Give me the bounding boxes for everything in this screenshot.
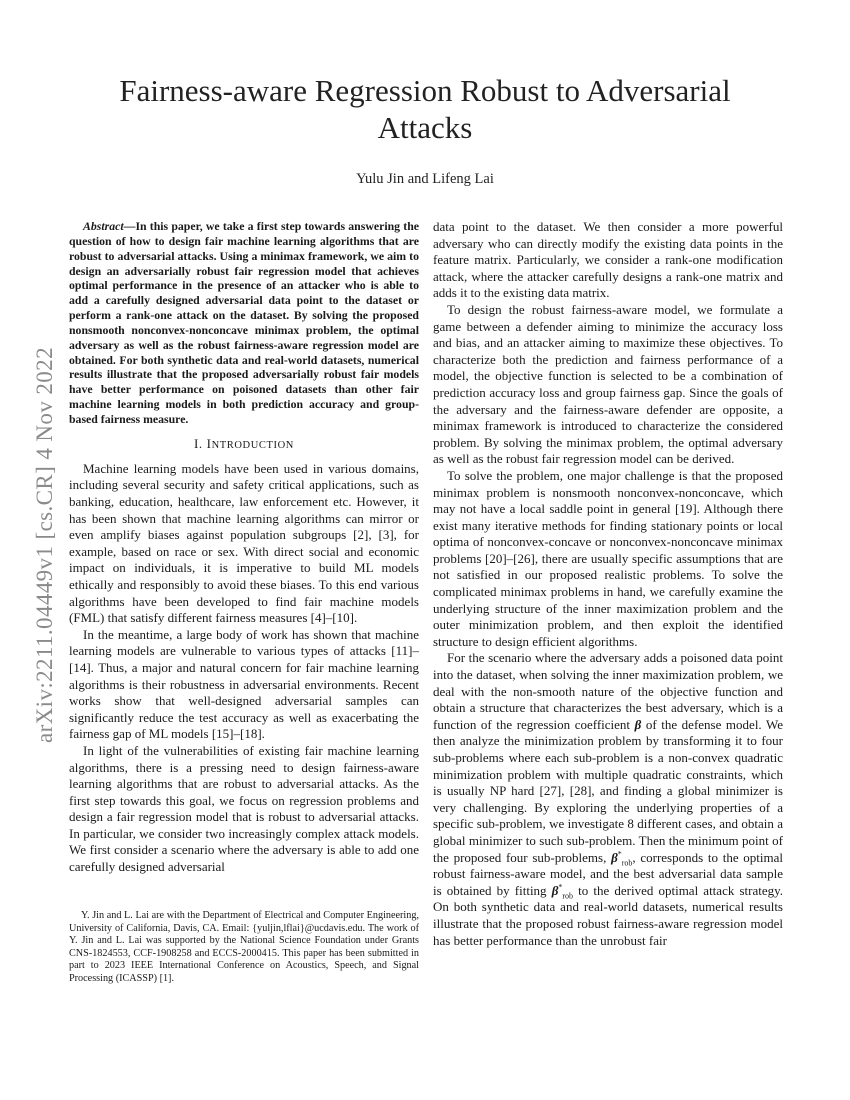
beta-rob-symbol: β	[611, 849, 618, 865]
section-initial: I	[206, 435, 212, 451]
right-paragraph-3: To solve the problem, one major challenge is that the proposed minimax problem is nonsmooth nonconvex-nonconcave, which may not have a local saddle point in general [19]. Although there exist many iterative methods for finding stationary points or local optima of nonconvex-concave or nonconvex-nonconcave minimax problems [20]–[26], there are usually specific assumptions that are not satisfied in our proposed realistic problems. To solve the complicated minimax problems in hand, we carefully examine the underlying structure of the inner maximization problem and the outer minimization problem, and then exploit the identified structure to design efficient algorithms.	[433, 467, 783, 649]
title-line-1: Fairness-aware Regression Robust to Adversarial	[119, 73, 731, 108]
p4-part-b: of the defense model. We then analyze the minimization problem by transforming it to four sub-problems where each sub-problem is a non-convex quadratic minimization problem with multiple quadratic constraints, which is usually NP hard [27], [28], and finding a global minimizer is very challenging. By exploring the underlying properties of a specific sub-problem, we investigate 8 different cases, and obtain a global minimizer to such sub-problem. Then the minimum point of the proposed four sub-problems,	[433, 716, 783, 865]
beta-rob-subscript-2: rob	[562, 891, 574, 901]
paper-authors: Yulu Jin and Lifeng Lai	[356, 171, 494, 187]
p4-part-a: For the scenario where the adversary adds a poisoned data point into the dataset, when solving the inner maximization problem, we deal with the non-smooth nature of the objective function and obtain a structure that characterizes the best adversary, which is a function of the regression coefficient	[433, 650, 783, 732]
p4-part-d: to the derived optimal attack strategy. On both synthetic data and real-world datasets, numerical results illustrate that the proposed robust fairness-aware regression model has better performance than the unrobust fair	[433, 882, 784, 948]
beta-rob-symbol-2: β	[551, 882, 559, 898]
right-paragraph-2: To design the robust fairness-aware model, we formulate a game between a defender aiming to minimize the accuracy loss and bias, and an attacker aiming to maximize these objectives. To characterize both the prediction and fairness performance of a model, the objective function is selected to be a combination of prediction accuracy loss and group fairness gap. Since the goals of the adversary and the fairness-aware defender are opposite, a minimax framework is introduced to characterize the considered problem. By solving the minimax problem, the optimal adversary as well as the robust fair regression model can be derived.	[433, 301, 783, 467]
beta-rob-superscript-2: *	[558, 882, 563, 892]
abstract-label: Abstract	[83, 219, 124, 233]
arxiv-identifier: arXiv:2211.04449v1 [cs.CR] 4 Nov 2022	[32, 347, 57, 743]
paper-title	[70, 72, 780, 146]
beta-symbol: β	[634, 716, 642, 732]
section-heading-introduction	[69, 436, 419, 454]
abstract-text: —In this paper, we take a first step towards answering the question of how to design fair machine learning algorithms that are robust to adversarial attacks. Using a minimax framework, we aim to design an adversarially robust fair regression model that achieves optimal performance in the presence of an attacker who is able to add a carefully designed adversarial data point to the dataset or perform a rank-one attack on the dataset. By solving the proposed nonsmooth nonconvex-nonconcave minimax problem, the optimal adversary as well as the robust fairness-aware regression model are obtained. For both synthetic data and real-world datasets, numerical results illustrate that the proposed adversarially robust fair models have better performance on poisoned datasets than other fair machine learning models in both prediction accuracy and group-based fairness measure.	[69, 219, 419, 426]
author-footnote: Y. Jin and L. Lai are with the Department of Electrical and Computer Engineering, University of California, Davis, CA. Email: {yuljin,lflai}@ucdavis.edu. The work of Y. Jin and L. Lai was supported by the National Science Foundation under Grants CNS-1824553, CCF-1908258 and ECCS-2000415. This paper has been submitted in part to 2023 IEEE International Conference on Acoustics, Speech, and Signal Processing (ICASSP) [1].	[69, 910, 419, 984]
p4-part-c: , corresponds to the optimal robust fairness-aware model, and the best adversarial data sample is obtained by fitting	[433, 849, 784, 898]
title-line-2: Attacks	[377, 110, 473, 145]
section-title-rest: NTRODUCTION	[211, 439, 294, 451]
intro-paragraph-1: Machine learning models have been used in various domains, including several security and safety critical applications, such as banking, education, healthcare, law enforcement etc. However, it has been shown that machine learning algorithms can mirror or even amplify biases against population subgroups [2], [3], for example, based on race or sex. With direct social and economic impact on individuals, it is imperative to build ML models ethically and responsibly to avoid these biases. To this end various algorithms have been developed to find fair machine models (FML) that satisfy different fairness measures [4]–[10].	[69, 460, 419, 626]
beta-rob-superscript: *	[617, 849, 622, 859]
left-column	[69, 219, 419, 876]
right-paragraph-1: data point to the dataset. We then consider a more powerful adversary who can directly modify the existing data points in the feature matrix. Particularly, we consider a rank-one modification attack, where the attacker carefully designs a rank-one matrix and adds it to the existing data matrix.	[433, 219, 783, 301]
abstract	[69, 219, 419, 427]
intro-paragraph-3: In light of the vulnerabilities of existing fair machine learning algorithms, there is a pressing need to design fairness-aware learning algorithms that are robust to adversarial attacks. As the first step towards this goal, we focus on regression problems and design a fair regression model that is robust to adversarial attacks. In particular, we consider two increasingly complex attack models. We first consider a scenario where the adversary is able to add one carefully designed adversarial	[69, 742, 419, 875]
right-paragraph-4	[433, 650, 783, 949]
beta-rob-subscript: rob	[621, 858, 633, 868]
intro-paragraph-2: In the meantime, a large body of work has shown that machine learning models are vulnerable to various types of attacks [11]–[14]. Thus, a major and natural concern for fair machine learning algorithms is their robustness in adversarial environments. Recent works show that well-designed adversarial samples can significantly reduce the test accuracy as well as exacerbating the fairness gap of ML models [15]–[18].	[69, 626, 419, 742]
right-column	[433, 219, 783, 949]
section-number: I.	[193, 435, 203, 451]
